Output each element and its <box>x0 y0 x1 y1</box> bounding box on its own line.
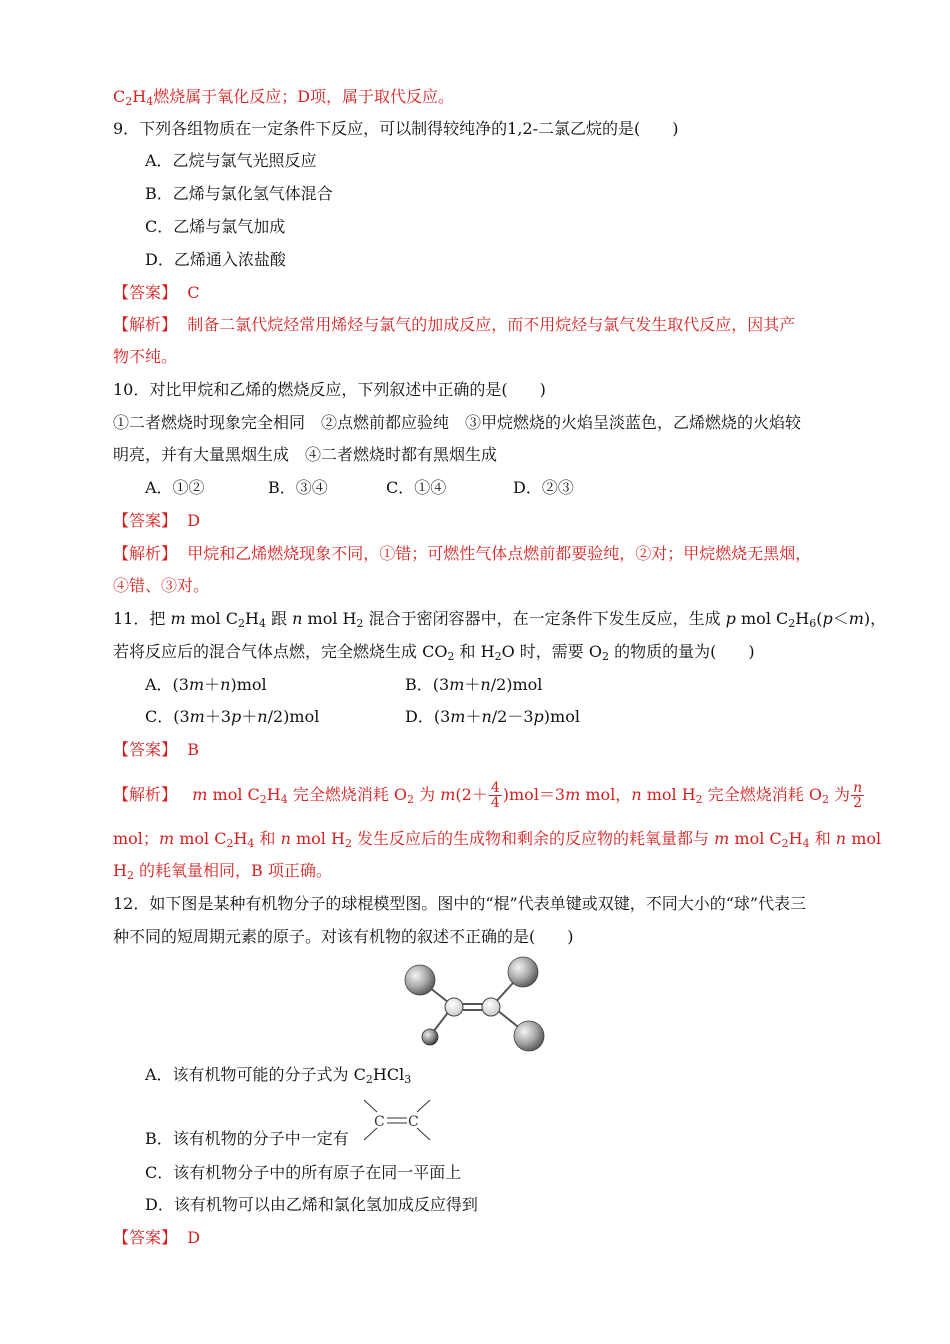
q11-option-b: B．(3m＋n/2)mol <box>405 675 543 694</box>
c-double-bond-c-structure <box>358 1095 436 1147</box>
answer-tag: 【答案】 <box>113 740 178 759</box>
carbon-atom-ball <box>445 998 463 1016</box>
answer-value: D <box>187 1228 201 1247</box>
answer-tag: 【答案】 <box>113 283 178 302</box>
q9-option-a: A．乙烷与氯气光照反应 <box>145 151 317 170</box>
q11-analysis-line1: 【解析】 m mol $C_2H_4$ 完全燃烧消耗 $O_2$ 为 m(2＋ $\frac{4}{4}$ )mol＝3m mol，n mol $H_2$ 完全燃烧消耗 $O_2$ 为 $\frac{n}{2}$ <box>113 780 863 811</box>
q10-option-b: B．③④ <box>268 478 328 497</box>
q10-option-d: D．②③ <box>513 478 574 497</box>
q12-stem-line1: 12．如下图是某种有机物分子的球棍模型图。图中的“棍”代表单键或双键，不同大小的“球”代表三 <box>113 894 807 913</box>
q11-analysis-line2: mol；m mol $C_2H_4$ 和 n mol $H_2$ 发生反应后的生成物和剩余的反应物的耗氧量都与 m mol $C_2H_4$ 和 n mol <box>113 829 882 850</box>
q11-option-c: C．(3m＋3p＋n/2)mol <box>145 707 320 726</box>
q9-analysis-line1: 【解析】 制备二氯代烷烃常用烯烃与氯气的加成反应，而不用烷烃与氯气发生取代反应，因其产 <box>113 315 796 334</box>
answer-tag: 【答案】 <box>113 511 178 530</box>
large-atom-ball <box>405 965 435 995</box>
carbon-label-right: C <box>408 1114 419 1130</box>
carbon-label-left: C <box>374 1114 385 1130</box>
q9-option-c: C．乙烯与氯气加成 <box>145 217 286 236</box>
q11-stem-line2: 若将反应后的混合气体点燃，完全燃烧生成 $CO_2$ 和 $H_2O$ 时，需要 $O_2$ 的物质的量为( ) <box>113 642 755 663</box>
q10-stem: 10．对比甲烷和乙烯的燃烧反应，下列叙述中正确的是( ) <box>113 380 546 399</box>
analysis-tag: 【解析】 <box>113 544 178 563</box>
prev-analysis-tail: $C_2H_4$燃烧属于氧化反应；D项，属于取代反应。 <box>113 87 455 108</box>
q11-answer <box>113 739 199 761</box>
q9-option-d: D．乙烯通入浓盐酸 <box>145 250 286 269</box>
q9-stem: 9．下列各组物质在一定条件下反应，可以制得较纯净的1,2-二氯乙烷的是( ) <box>113 119 679 138</box>
q10-statements-line1: ①二者燃烧时现象完全相同 ②点燃前都应验纯 ③甲烷燃烧的火焰呈淡蓝色，乙烯燃烧的火焰较 <box>113 413 802 432</box>
q9-option-b: B．乙烯与氯化氢气体混合 <box>145 184 333 203</box>
bonds <box>420 972 527 1036</box>
q12-stem-line2: 种不同的短周期元素的原子。对该有机物的叙述不正确的是( ) <box>113 927 574 946</box>
q12-option-b: B．该有机物的分子中一定有 <box>145 1129 349 1148</box>
answer-value: B <box>187 740 199 759</box>
analysis-tag: 【解析】 <box>113 785 178 804</box>
large-atom-ball <box>508 957 538 987</box>
q9-answer <box>113 282 199 304</box>
q11-option-d: D．(3m＋n/2－3p)mol <box>405 707 580 726</box>
answer-value: D <box>187 511 201 530</box>
answer-tag: 【答案】 <box>113 1228 178 1247</box>
q12-option-a: A．该有机物可能的分子式为 $C_2HCl_3$ <box>145 1065 412 1086</box>
q10-analysis-line1: 【解析】 甲烷和乙烯燃烧现象不同，①错；可燃性气体点燃前都要验纯，②对；甲烷燃烧无黑烟， <box>113 544 812 563</box>
answer-value: C <box>187 283 200 302</box>
q10-statements-line2: 明亮，并有大量黑烟生成 ④二者燃烧时都有黑烟生成 <box>113 445 498 464</box>
carbon-atom-ball <box>482 998 500 1016</box>
small-atom-ball <box>422 1029 438 1045</box>
q9-analysis-line2: 物不纯。 <box>113 347 178 366</box>
q11-stem-line1: 11．把 m mol $C_2H_4$ 跟 n mol $H_2$ 混合于密闭容器中，在一定条件下发生反应，生成 p mol $C_2H_6(p<m)$， <box>113 609 887 630</box>
q12-option-c: C．该有机物分子中的所有原子在同一平面上 <box>145 1163 462 1182</box>
large-atom-ball <box>514 1021 544 1051</box>
q10-analysis-line2: ④错、③对。 <box>113 576 210 595</box>
q12-option-d: D．该有机物可以由乙烯和氯化氢加成反应得到 <box>145 1195 478 1214</box>
analysis-tag: 【解析】 <box>113 315 178 334</box>
q10-option-a: A．①② <box>145 478 205 497</box>
q12-answer <box>113 1227 200 1249</box>
q10-option-c: C．①④ <box>386 478 447 497</box>
ball-and-stick-model-figure <box>395 955 555 1055</box>
q11-option-a: A．(3m＋n)mol <box>145 675 267 694</box>
q11-analysis-line3: $H_2$ 的耗氧量相同，B 项正确。 <box>113 861 332 882</box>
q10-answer <box>113 510 200 532</box>
